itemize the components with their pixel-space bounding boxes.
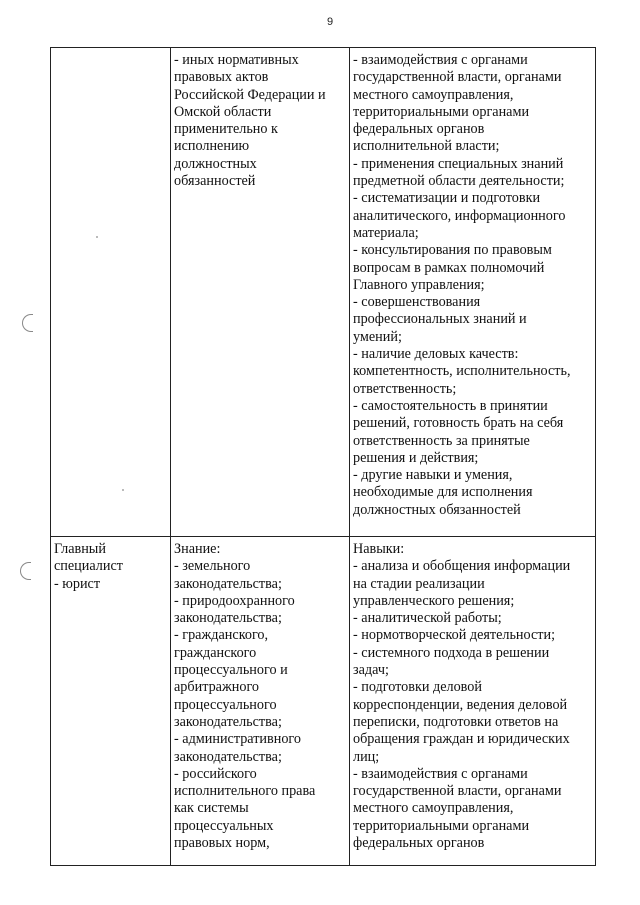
cell-text-line: исполнительного права (174, 783, 316, 800)
knowledge-cell (171, 48, 350, 537)
cell-text-line: - природоохранного (174, 592, 295, 609)
table-row (51, 537, 596, 866)
skills-cell (350, 537, 596, 866)
cell-text-line: законодательства; (174, 575, 282, 592)
cell-text-line: - наличие деловых качеств: (353, 346, 519, 363)
cell-text-line: федеральных органов (353, 121, 485, 138)
cell-text-line: - применения специальных знаний (353, 155, 564, 172)
cell-text-line: должностных (174, 155, 257, 172)
cell-text-line: компетентность, исполнительность, (353, 363, 571, 380)
page-number: 9 (326, 16, 334, 28)
cell-text-line: законодательства; (174, 610, 282, 627)
cell-text-line: законодательства; (174, 713, 282, 730)
cell-text-line: на стадии реализации (353, 575, 485, 592)
cell-text-line: необходимые для исполнения (353, 484, 533, 501)
cell-text-line: государственной власти, органами (353, 783, 562, 800)
cell-text-line: ответственность; (353, 380, 457, 397)
cell-text-line: - самостоятельность в принятии (353, 397, 548, 414)
cell-text-line: местного самоуправления, (353, 86, 514, 103)
cell-text-line: правовых актов (174, 69, 269, 86)
cell-text-line: как системы (174, 800, 249, 817)
cell-text-line: должностных обязанностей (353, 501, 521, 518)
cell-text-line: территориальными органами (353, 817, 530, 834)
cell-text-line: предметной области деятельности; (353, 173, 565, 190)
cell-text-line: задач; (353, 662, 389, 679)
cell-text-line: - взаимодействия с органами (353, 52, 528, 68)
cell-text-line: Главного управления; (353, 276, 485, 293)
cell-text-line: профессиональных знаний и (353, 311, 527, 328)
cell-text-line: процессуального и (174, 662, 288, 679)
cell-text-line: - систематизации и подготовки (353, 190, 541, 207)
cell-text-line: материала; (353, 224, 419, 241)
cell-text-line: решений, готовность брать на себя (353, 415, 564, 432)
cell-text-line: - подготовки деловой (353, 679, 482, 696)
cell-text-line: процессуальных (174, 817, 274, 834)
cell-text-line: местного самоуправления, (353, 800, 514, 817)
punch-hole-mark (20, 562, 31, 580)
cell-text-line: аналитического, информационного (353, 207, 566, 224)
cell-text-line: государственной власти, органами (353, 69, 562, 86)
cell-text-line: гражданского (174, 644, 257, 661)
cell-text-line: - системного подхода в решении (353, 644, 550, 661)
table-row (51, 48, 596, 537)
cell-text-line: федеральных органов (353, 835, 485, 852)
knowledge-cell (171, 537, 350, 866)
cell-text-line: - взаимодействия с органами (353, 765, 528, 782)
punch-hole-mark (22, 314, 33, 332)
cell-text-line: - земельного (174, 558, 251, 575)
cell-text-line: Главный (54, 541, 106, 557)
cell-text-line: лиц; (353, 748, 380, 765)
cell-text-line: - российского (174, 765, 257, 782)
cell-text-line: исполнению (174, 138, 250, 155)
cell-text-line: - иных нормативных (174, 52, 299, 68)
cell-text-line: Знание: (174, 541, 221, 557)
cell-text-line: - совершенствования (353, 294, 481, 311)
cell-text-line: - юрист (54, 575, 101, 592)
cell-text-line: Навыки: (353, 541, 405, 557)
cell-text-line: Российской Федерации и (174, 86, 326, 103)
cell-text-line: умений; (353, 328, 402, 345)
position-cell (51, 537, 171, 866)
requirements-table (50, 47, 596, 866)
cell-text-line: - другие навыки и умения, (353, 467, 513, 484)
cell-text-line: специалист (54, 558, 123, 575)
cell-text-line: законодательства; (174, 748, 282, 765)
skills-cell (350, 48, 596, 537)
cell-text-line: переписки, подготовки ответов на (353, 713, 559, 730)
cell-text-line: процессуального (174, 696, 277, 713)
cell-text-line: обязанностей (174, 173, 256, 190)
cell-text-line: Омской области (174, 103, 272, 120)
cell-text-line: обращения граждан и юридических (353, 731, 570, 748)
cell-text-line: - аналитической работы; (353, 610, 502, 627)
cell-text-line: исполнительной власти; (353, 138, 500, 155)
cell-text-line: правовых норм, (174, 835, 270, 852)
cell-text-line: корреспонденции, ведения деловой (353, 696, 568, 713)
cell-text-line: - анализа и обобщения информации (353, 558, 571, 575)
cell-text-line: арбитражного (174, 679, 260, 696)
cell-text-line: - административного (174, 731, 301, 748)
cell-text-line: вопросам в рамках полномочий (353, 259, 545, 276)
cell-text-line: ответственность за принятые (353, 432, 530, 449)
cell-text-line: - гражданского, (174, 627, 269, 644)
cell-text-line: управленческого решения; (353, 592, 515, 609)
cell-text-line: решения и действия; (353, 449, 479, 466)
cell-text-line: - консультирования по правовым (353, 242, 552, 259)
position-cell (51, 48, 171, 537)
cell-text-line: - нормотворческой деятельности; (353, 627, 556, 644)
cell-text-line: применительно к (174, 121, 278, 138)
cell-text-line: территориальными органами (353, 103, 530, 120)
